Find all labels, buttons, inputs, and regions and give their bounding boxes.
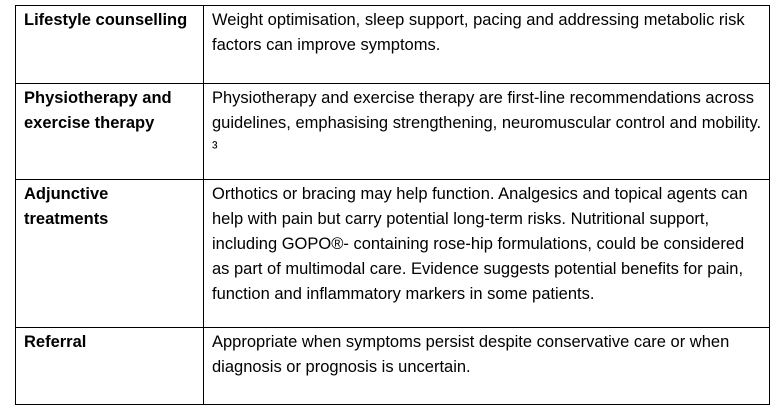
table-row [16, 6, 770, 84]
row-label: Physiotherapy and exercise therapy [16, 84, 204, 180]
table-row [16, 84, 770, 180]
row-description: Appropriate when symptoms persist despite conservative care or when diagnosis or prognosis is uncertain. [204, 328, 770, 405]
row-description: Weight optimisation, sleep support, pacing and addressing metabolic risk factors can improve symptoms. [204, 6, 770, 84]
row-label: Adjunctive treatments [16, 180, 204, 328]
row-label: Referral [16, 328, 204, 405]
management-table [15, 5, 770, 405]
row-description: Orthotics or bracing may help function. Analgesics and topical agents can help with pain but carry potential long-term risks. Nutritional support, including GOPO®- containing rose-hip formulations, could be considered as part of multimodal care. Evidence suggests potential benefits for pain, function and inflammatory markers in some patients. [204, 180, 770, 328]
row-label: Lifestyle counselling [16, 6, 204, 84]
table-row [16, 328, 770, 405]
row-description: Physiotherapy and exercise therapy are first-line recommendations across guidelines, emphasising strengthening, neuromuscular control and mobility. ³ [204, 84, 770, 180]
table-row [16, 180, 770, 328]
